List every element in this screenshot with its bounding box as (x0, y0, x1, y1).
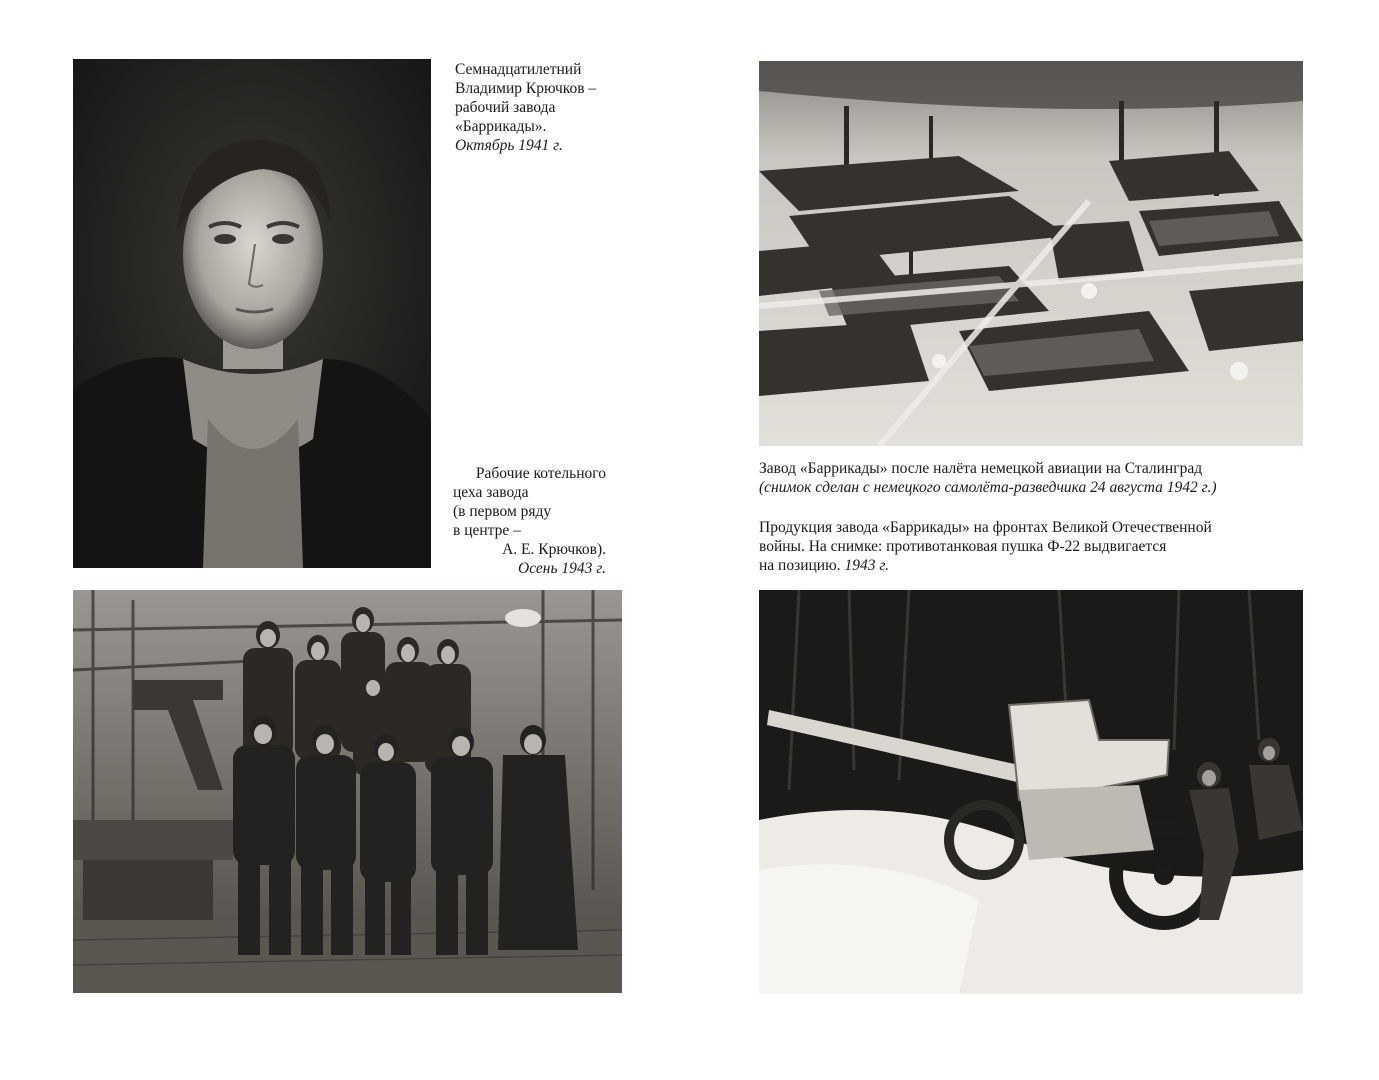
workers-caption-line: Рабочие котельного (475, 465, 606, 482)
portrait-caption-line: рабочий завода (455, 99, 556, 116)
portrait-caption-date: Октябрь 1941 г. (455, 137, 563, 154)
workers-caption-date: Осень 1943 г. (518, 560, 606, 577)
factory-caption-note: (снимок сделан с немецкого самолёта-разведчика 24 августа 1942 г.) (759, 479, 1217, 496)
portrait-caption (455, 60, 655, 155)
portrait-photo (73, 59, 431, 568)
portrait-caption-line: Владимир Крючков – (455, 80, 597, 97)
workers-caption-line: цеха завода (453, 484, 529, 501)
workers-caption (420, 464, 606, 578)
cannon-caption-line: на позицию. (759, 557, 841, 574)
workers-caption-line: в центре – (453, 522, 521, 539)
cannon-caption-line: Продукция завода «Баррикады» на фронтах Великой Отечественной (759, 519, 1212, 536)
workers-caption-line: (в первом ряду (453, 503, 552, 520)
cannon-caption (759, 518, 1319, 575)
workers-caption-line: А. Е. Крючков). (502, 541, 606, 558)
cannon-caption-date: 1943 г. (844, 557, 890, 574)
portrait-caption-line: Семнадцатилетний (455, 61, 582, 78)
factory-caption-line: Завод «Баррикады» после налёта немецкой авиации на Сталинград (759, 460, 1203, 477)
factory-aerial-photo (759, 61, 1303, 446)
workers-group-photo (73, 590, 622, 993)
cannon-caption-line: войны. На снимке: противотанковая пушка Ф-22 выдвигается (759, 538, 1167, 555)
portrait-caption-line: «Баррикады». (455, 118, 547, 135)
cannon-photo (759, 590, 1303, 994)
factory-caption (759, 459, 1319, 497)
